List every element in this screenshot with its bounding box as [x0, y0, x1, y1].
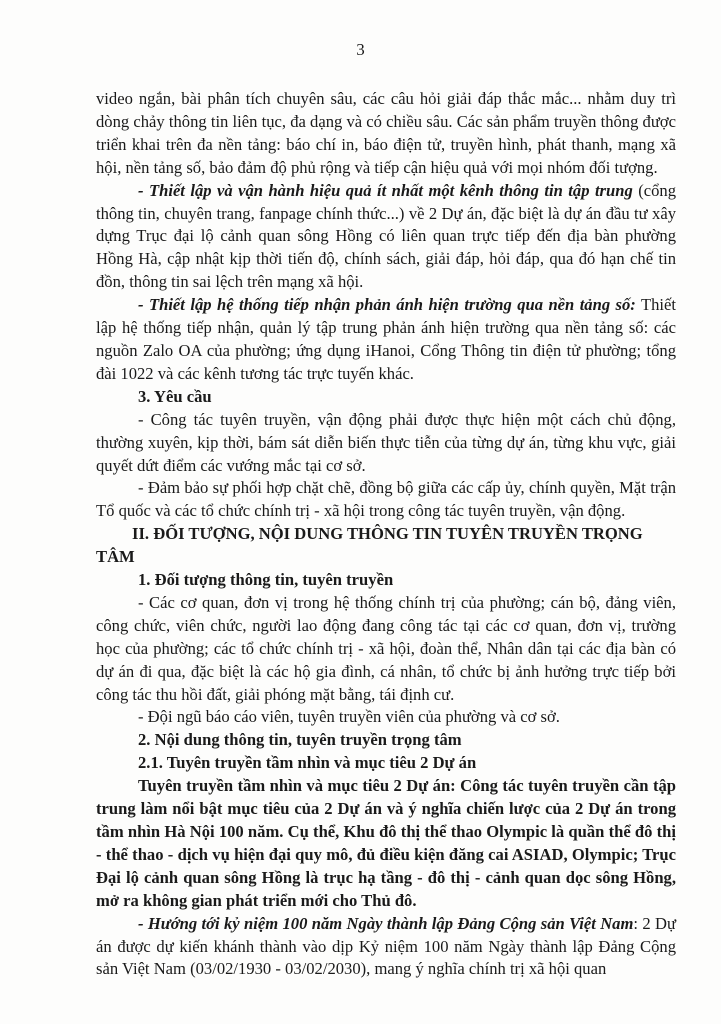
paragraph-text: - Các cơ quan, đơn vị trong hệ thống chính trị của phường; cán bộ, đảng viên, công chức, viên chức, người lao động đang công tác tại các cơ quan, đơn vị, trường học của phường; các tổ chức chính trị - xã hội, đoàn thể, Nhân dân tại các địa bàn có dự án đi qua, đặc biệt là các hộ gia đình, cá nhân, tổ chức bị ảnh hưởng trực tiếp bởi công tác thu hồi đất, giải phóng mặt bằng, tái định cư. — [96, 592, 676, 704]
paragraph-text: : 2 Dự án được dự kiến khánh thành vào dịp Kỷ niệm 100 năm Ngày thành lập Đảng Cộng sản Việt Nam (03/02/1930 - 03/02/2030), mang ý nghĩa chính trị xã hội quan — [96, 913, 676, 979]
paragraph-central-channel — [96, 180, 676, 295]
section-heading-ii: II. ĐỐI TƯỢNG, NỘI DUNG THÔNG TIN TUYÊN TRUYỀN TRỌNG TÂM — [96, 524, 643, 567]
paragraph-text: (cổng thông tin, chuyên trang, fanpage chính thức...) về 2 Dự án, đặc biệt là dự án đầu tư xây dựng Trục đại lộ cảnh quan sông Hồng có liên quan trực tiếp đến địa bàn phường Hồng Hà, cập nhật kịp thời tiến độ, chính sách, giải đáp, hỏi đáp, qua đó hạn chế tin đồn, thông tin sai lệch trên mạng xã hội. — [96, 180, 676, 292]
paragraph-text: - Đội ngũ báo cáo viên, tuyên truyền viên của phường và cơ sở. — [138, 707, 560, 727]
paragraph-audience-2 — [96, 706, 676, 729]
paragraph-text: - Đảm bảo sự phối hợp chặt chẽ, đồng bộ giữa các cấp ủy, chính quyền, Mặt trận Tổ quốc và các tổ chức chính trị - xã hội trong công tác tuyên truyền, vận động. — [96, 478, 676, 521]
paragraph-requirement-1 — [96, 409, 676, 478]
section-heading-2-1: 2.1. Tuyên truyền tầm nhìn và mục tiêu 2 Dự án — [138, 753, 477, 773]
paragraph-text: Thiết lập hệ thống tiếp nhận, quản lý tập trung phản ánh hiện trường qua nền tảng số: các nguồn Zalo OA của phường; ứng dụng iHanoi, Cổng Thông tin điện tử phường; tổng đài 1022 và các kênh tương tác trực tuyến khác. — [96, 295, 676, 383]
paragraph-feedback-system — [96, 294, 676, 386]
paragraph-vision — [96, 775, 676, 912]
section-heading-requirements: 3. Yêu cầu — [138, 386, 212, 406]
paragraph-text: Tuyên truyền tầm nhìn và mục tiêu 2 Dự án: Công tác tuyên truyền cần tập trung làm nổi bật mục tiêu của 2 Dự án và ý nghĩa chiến lược của 2 Dự án trong tầm nhìn Hà Nội 100 năm. Cụ thể, Khu đô thị thể thao Olympic là quần thể đô thị - thể thao - dịch vụ hiện đại quy mô, đủ điều kiện đăng cai ASIAD, Olympic; Trục Đại lộ cảnh quan sông Hồng là trục hạ tầng - đô thị - cảnh quan dọc sông Hồng, mở ra không gian phát triển mới cho Thủ đô. — [96, 776, 676, 910]
paragraph-lead: - Thiết lập hệ thống tiếp nhận phản ánh hiện trường qua nền tảng số: — [138, 295, 636, 315]
paragraph-text: - Công tác tuyên truyền, vận động phải được thực hiện một cách chủ động, thường xuyên, kịp thời, bám sát diễn biến thực tiễn của từng dự án, từng khu vực, giải quyết dứt điểm các vướng mắc tại cơ sở. — [96, 409, 676, 475]
paragraph-lead: - Thiết lập và vận hành hiệu quả ít nhất một kênh thông tin tập trung — [138, 180, 633, 200]
section-heading-audience: 1. Đối tượng thông tin, tuyên truyền — [138, 570, 394, 590]
page-number: 3 — [356, 40, 365, 59]
section-heading-content: 2. Nội dung thông tin, tuyên truyền trọng tâm — [138, 730, 462, 750]
paragraph-anniversary — [96, 913, 676, 982]
paragraph-continuation — [96, 88, 676, 180]
paragraph-audience-1 — [96, 592, 676, 707]
paragraph-requirement-2 — [96, 477, 676, 523]
document-body — [96, 88, 676, 981]
paragraph-text: video ngắn, bài phân tích chuyên sâu, các câu hỏi giải đáp thắc mắc... nhằm duy trì dòng chảy thông tin liên tục, đa dạng và có chiều sâu. Các sản phẩm truyền thông được triển khai trên đa nền tảng: báo chí in, báo điện tử, truyền hình, phát thanh, mạng xã hội, nền tảng số, bảo đảm độ phủ rộng và tiếp cận hiệu quả với mọi nhóm đối tượng. — [96, 89, 676, 177]
paragraph-lead: - Hướng tới kỷ niệm 100 năm Ngày thành lập Đảng Cộng sản Việt Nam — [138, 913, 634, 933]
